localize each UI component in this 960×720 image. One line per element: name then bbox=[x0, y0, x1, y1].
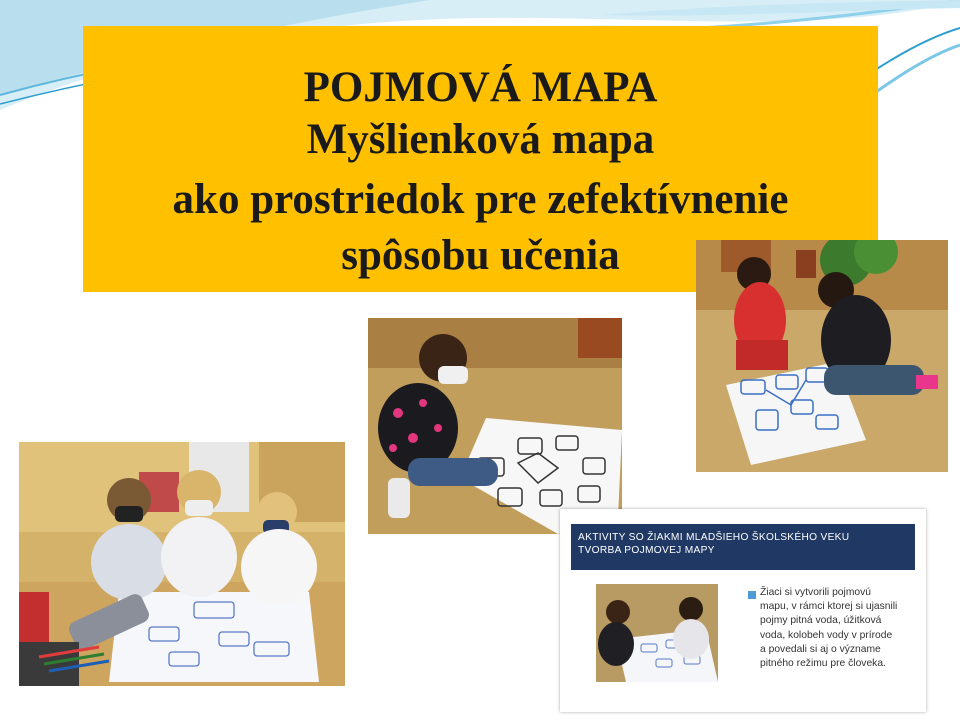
embedded-slide-card bbox=[560, 509, 926, 712]
card-header-line-1: AKTIVITY SO ŽIAKMI MLADŠIEHO ŠKOLSKÉHO VEKU bbox=[578, 532, 850, 543]
photo-two-girls-drawing-map bbox=[696, 240, 948, 472]
card-bullet-line-2: mapu, v rámci ktorej si ujasnili bbox=[760, 601, 898, 613]
card-bullet-text bbox=[760, 586, 920, 671]
card-header-line-2: TVORBA POJMOVEJ MAPY bbox=[578, 545, 715, 556]
photo-girl-drawing-map bbox=[368, 318, 622, 534]
title-line-3: ako prostriedok pre zefektívnenie bbox=[172, 176, 789, 223]
title-line-1: POJMOVÁ MAPA bbox=[303, 64, 658, 111]
card-bullet-line-1: Žiaci si vytvorili pojmovú bbox=[760, 587, 872, 598]
title-line-4: spôsobu učenia bbox=[341, 232, 620, 279]
title-line-2: Myšlienková mapa bbox=[306, 116, 655, 163]
card-bullet-line-4: voda, kolobeh vody v prírode bbox=[760, 629, 893, 641]
card-bullet-line-3: pojmy pitná voda, úžitková bbox=[760, 615, 882, 627]
card-bullet-line-5: a povedali si aj o význame bbox=[760, 643, 881, 655]
card-bullet-line-6: pitného režimu pre človeka. bbox=[760, 658, 886, 670]
card-header-title bbox=[578, 531, 908, 557]
card-photo-children-drawing bbox=[596, 584, 718, 682]
photo-three-girls-at-table bbox=[19, 442, 345, 686]
card-bullet-marker bbox=[748, 591, 756, 599]
